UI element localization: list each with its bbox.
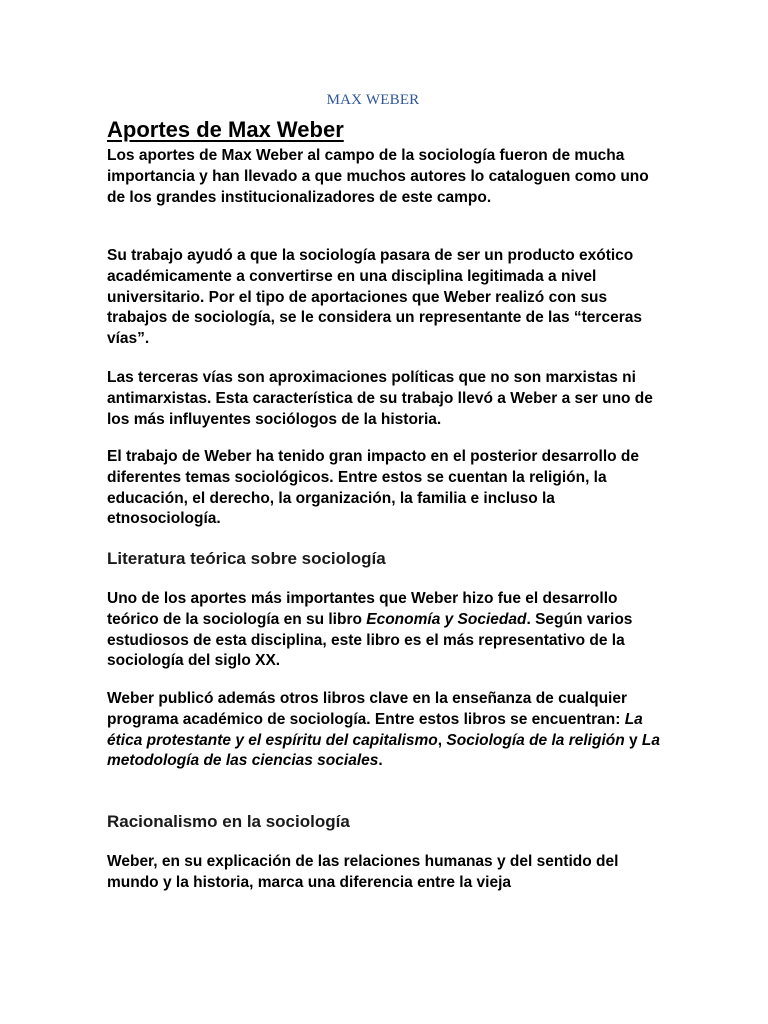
running-header: MAX WEBER bbox=[326, 92, 420, 108]
section-heading-literatura: Literatura teórica sobre sociología bbox=[107, 549, 386, 568]
section-heading-racionalismo: Racionalismo en la sociología bbox=[107, 812, 350, 831]
text-run: , bbox=[437, 731, 447, 749]
paragraph-intro-1: Los aportes de Max Weber al campo de la sociología fueron de mucha importancia y han llevado a que muchos autores lo cataloguen como uno de los grandes institucionalizadores de este campo. bbox=[107, 147, 649, 206]
text-run: y bbox=[624, 731, 642, 749]
book-title: La metodología de las ciencias sociales bbox=[107, 731, 661, 770]
text-run: Uno de los aportes más importantes que Weber hizo fue el desarrollo teórico de la sociología en su libro bbox=[107, 590, 618, 628]
book-title: Economía y Sociedad bbox=[366, 610, 527, 628]
text-run: . bbox=[378, 752, 383, 770]
paragraph-literatura-1 bbox=[107, 589, 667, 672]
paragraph-intro-2: Su trabajo ayudó a que la sociología pasara de ser un producto exótico académicamente a convertirse en una disciplina legitimada a nivel universitario. Por el tipo de aportaciones que Weber realizó con sus trabajos de sociología, se le considera un representante de las “terceras vías”. bbox=[107, 247, 642, 348]
document-title: Aportes de Max Weber bbox=[107, 117, 344, 142]
paragraph-literatura-2 bbox=[107, 689, 667, 772]
book-title: Sociología de la religión bbox=[446, 731, 625, 749]
paragraph-intro-4: El trabajo de Weber ha tenido gran impacto en el posterior desarrollo de diferentes temas sociológicos. Entre estos se cuentan la religión, la educación, el derecho, la organización, la familia e incluso la etnosociología. bbox=[107, 448, 639, 528]
paragraph-intro-3: Las terceras vías son aproximaciones políticas que no son marxistas ni antimarxistas. Esta característica de su trabajo llevó a Weber a ser uno de los más influyentes sociólogos de la historia. bbox=[107, 369, 653, 428]
book-title: La ética protestante y el espíritu del capitalismo bbox=[107, 710, 643, 749]
text-run: . Según varios estudiosos de esta disciplina, este libro es el más representativo de la sociología del siglo XX. bbox=[107, 610, 633, 670]
text-run: Weber publicó además otros libros clave en la enseñanza de cualquier programa académico de sociología. Entre estos libros se encuentran: bbox=[107, 690, 627, 728]
paragraph-racionalismo-1: Weber, en su explicación de las relaciones humanas y del sentido del mundo y la historia, marca una diferencia entre la vieja bbox=[107, 853, 619, 891]
